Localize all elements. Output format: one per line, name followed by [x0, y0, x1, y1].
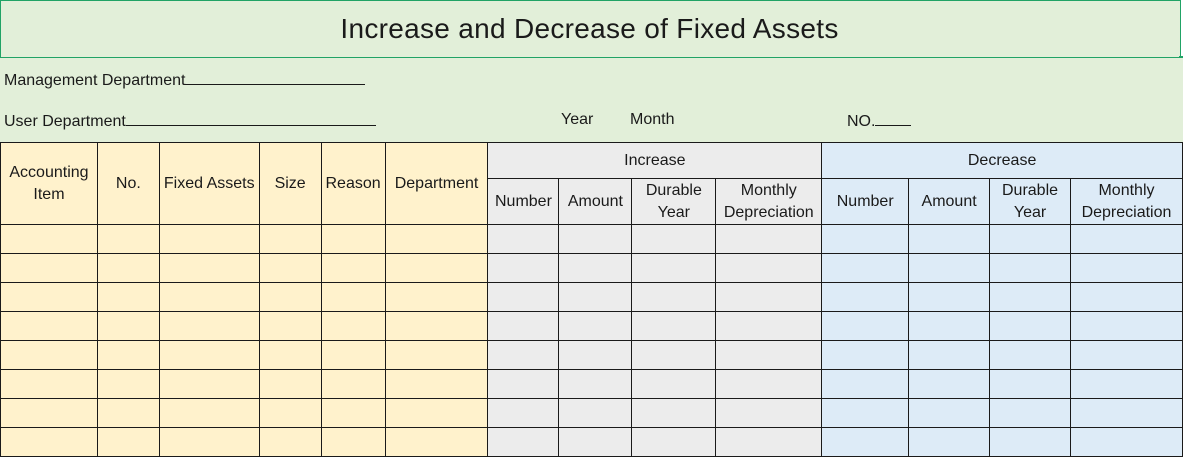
table-cell[interactable] [97, 225, 159, 254]
table-cell[interactable] [97, 283, 159, 312]
month-label: Month [630, 111, 675, 128]
user-department-blank [126, 111, 376, 126]
table-cell[interactable] [1, 399, 98, 428]
table-cell[interactable] [716, 428, 822, 457]
table-cell[interactable] [1, 283, 98, 312]
table-cell[interactable] [559, 399, 632, 428]
table-cell[interactable] [1, 225, 98, 254]
table-cell[interactable] [159, 283, 259, 312]
table-cell[interactable] [385, 399, 488, 428]
table-cell[interactable] [97, 312, 159, 341]
table-cell[interactable] [909, 283, 990, 312]
table-cell[interactable] [385, 254, 488, 283]
table-cell[interactable] [990, 341, 1071, 370]
table-cell[interactable] [559, 312, 632, 341]
table-cell[interactable] [259, 341, 321, 370]
number-blank [875, 111, 911, 126]
table-cell[interactable] [716, 283, 822, 312]
table-cell[interactable] [259, 370, 321, 399]
table-cell[interactable] [559, 283, 632, 312]
header-fixed-assets: Fixed Assets [159, 143, 259, 225]
header-increase: Increase [488, 143, 822, 179]
header-increase-amount: Amount [559, 179, 632, 225]
number-label: NO. [847, 113, 876, 130]
header-reason: Reason [321, 143, 385, 225]
table-cell[interactable] [321, 399, 385, 428]
table-cell[interactable] [716, 312, 822, 341]
table-cell[interactable] [159, 370, 259, 399]
table-row [1, 312, 1183, 341]
table-cell[interactable] [716, 254, 822, 283]
table-cell[interactable] [488, 254, 559, 283]
table-cell[interactable] [385, 225, 488, 254]
header-increase-durable-year: Durable Year [632, 179, 716, 225]
table-cell[interactable] [1070, 341, 1182, 370]
table-cell[interactable] [990, 283, 1071, 312]
table-cell[interactable] [632, 312, 716, 341]
table-cell[interactable] [716, 370, 822, 399]
table-cell[interactable] [1070, 225, 1182, 254]
table-cell[interactable] [259, 399, 321, 428]
table-cell[interactable] [909, 312, 990, 341]
table-row [1, 254, 1183, 283]
header-department: Department [385, 143, 488, 225]
table-cell[interactable] [909, 254, 990, 283]
table-cell[interactable] [822, 399, 909, 428]
table-cell[interactable] [822, 312, 909, 341]
year-label: Year [561, 111, 594, 128]
table-cell[interactable] [909, 428, 990, 457]
table-cell[interactable] [990, 428, 1071, 457]
table-cell[interactable] [822, 283, 909, 312]
table-cell[interactable] [97, 341, 159, 370]
header-decrease-amount: Amount [909, 179, 990, 225]
table-cell[interactable] [321, 254, 385, 283]
management-department-field[interactable] [4, 70, 365, 90]
table-cell[interactable] [159, 254, 259, 283]
table-cell[interactable] [990, 399, 1071, 428]
fixed-assets-table [0, 142, 1183, 457]
table-cell[interactable] [321, 312, 385, 341]
table-cell[interactable] [1, 428, 98, 457]
table-cell[interactable] [159, 428, 259, 457]
title-cell[interactable] [0, 0, 1181, 58]
table-cell[interactable] [559, 341, 632, 370]
table-cell[interactable] [822, 254, 909, 283]
table-cell[interactable] [385, 370, 488, 399]
table-cell[interactable] [632, 399, 716, 428]
table-cell[interactable] [716, 399, 822, 428]
table-row [1, 370, 1183, 399]
table-cell[interactable] [559, 370, 632, 399]
table-cell[interactable] [97, 370, 159, 399]
table-cell[interactable] [97, 254, 159, 283]
header-size: Size [259, 143, 321, 225]
management-department-label: Management Department [4, 72, 186, 89]
table-cell[interactable] [488, 312, 559, 341]
table-cell[interactable] [321, 283, 385, 312]
table-cell[interactable] [990, 254, 1071, 283]
table-cell[interactable] [159, 312, 259, 341]
table-cell[interactable] [632, 428, 716, 457]
table-cell[interactable] [1070, 370, 1182, 399]
header-decrease-monthly-depreciation: Monthly Depreciation [1070, 179, 1182, 225]
table-cell[interactable] [559, 254, 632, 283]
table-cell[interactable] [159, 399, 259, 428]
table-cell[interactable] [488, 399, 559, 428]
table-cell[interactable] [385, 428, 488, 457]
management-department-blank [185, 70, 365, 85]
table-cell[interactable] [909, 225, 990, 254]
table-cell[interactable] [97, 399, 159, 428]
table-cell[interactable] [822, 341, 909, 370]
table-cell[interactable] [1070, 399, 1182, 428]
table-cell[interactable] [632, 370, 716, 399]
table-cell[interactable] [1, 312, 98, 341]
table-cell[interactable] [559, 225, 632, 254]
header-increase-number: Number [488, 179, 559, 225]
table-cell[interactable] [159, 341, 259, 370]
number-field[interactable] [847, 111, 911, 131]
table-cell[interactable] [990, 312, 1071, 341]
table-cell[interactable] [716, 341, 822, 370]
header-decrease-durable-year: Durable Year [990, 179, 1071, 225]
table-cell[interactable] [1070, 428, 1182, 457]
table-row [1, 283, 1183, 312]
table-cell[interactable] [488, 341, 559, 370]
user-department-field[interactable] [4, 111, 376, 131]
table-cell[interactable] [259, 312, 321, 341]
table-cell[interactable] [716, 225, 822, 254]
table-cell[interactable] [385, 341, 488, 370]
table-cell[interactable] [1070, 254, 1182, 283]
table-cell[interactable] [97, 428, 159, 457]
table-row [1, 341, 1183, 370]
table-row [1, 225, 1183, 254]
table-cell[interactable] [1070, 283, 1182, 312]
table-cell[interactable] [632, 254, 716, 283]
table-row [1, 399, 1183, 428]
table-cell[interactable] [1, 254, 98, 283]
table-cell[interactable] [1, 341, 98, 370]
user-department-label: User Department [4, 113, 126, 130]
header-decrease: Decrease [822, 143, 1183, 179]
table-cell[interactable] [259, 428, 321, 457]
info-area [0, 58, 1183, 142]
table-cell[interactable] [321, 225, 385, 254]
page-title: Increase and Decrease of Fixed Assets [340, 13, 839, 44]
header-no: No. [97, 143, 159, 225]
table-cell[interactable] [559, 428, 632, 457]
table-cell[interactable] [321, 428, 385, 457]
table-cell[interactable] [488, 370, 559, 399]
table-cell[interactable] [259, 225, 321, 254]
table-cell[interactable] [1070, 312, 1182, 341]
table-cell[interactable] [385, 283, 488, 312]
table-cell[interactable] [990, 225, 1071, 254]
table-row [1, 428, 1183, 457]
table-cell[interactable] [632, 225, 716, 254]
table-cell[interactable] [259, 283, 321, 312]
table-cell[interactable] [488, 428, 559, 457]
table-cell[interactable] [632, 341, 716, 370]
header-accounting-item: Accounting Item [1, 143, 98, 225]
table-cell[interactable] [909, 341, 990, 370]
table-cell[interactable] [159, 225, 259, 254]
table-cell[interactable] [488, 225, 559, 254]
header-decrease-number: Number [822, 179, 909, 225]
table-cell[interactable] [822, 370, 909, 399]
table-cell[interactable] [909, 399, 990, 428]
table-cell[interactable] [990, 370, 1071, 399]
header-increase-monthly-depreciation: Monthly Depreciation [716, 179, 822, 225]
table-cell[interactable] [321, 370, 385, 399]
table-cell[interactable] [385, 312, 488, 341]
table-cell[interactable] [488, 283, 559, 312]
table-cell[interactable] [1, 370, 98, 399]
table-cell[interactable] [822, 225, 909, 254]
table-cell[interactable] [259, 254, 321, 283]
table-cell[interactable] [321, 341, 385, 370]
table-cell[interactable] [909, 370, 990, 399]
table-cell[interactable] [822, 428, 909, 457]
table-cell[interactable] [632, 283, 716, 312]
